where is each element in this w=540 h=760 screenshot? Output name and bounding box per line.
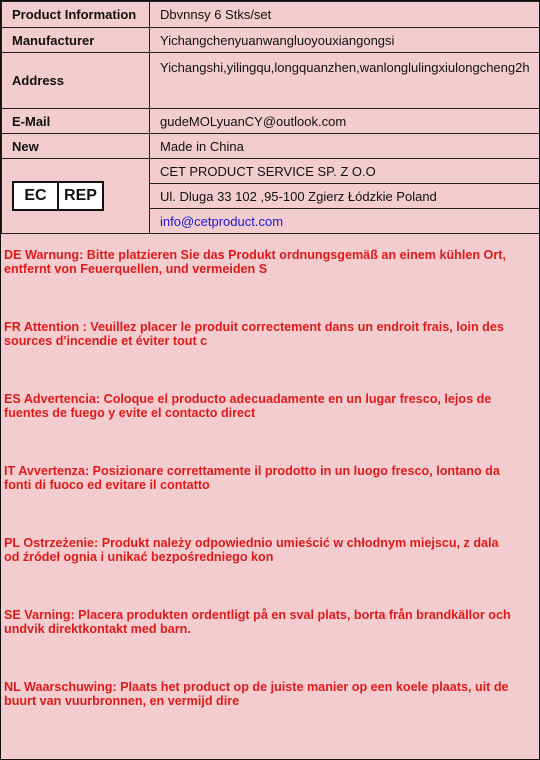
ec-rep-company-name: CET PRODUCT SERVICE SP. Z O.O: [150, 159, 540, 184]
warning-de-line-1: DE Warnung: Bitte platzieren Sie das Produkt ordnungsgemäß an einem kühlen Ort,: [4, 248, 506, 262]
warning-nl-line-1: NL Waarschuwing: Plaats het product op de juiste manier op een koele plaats, uit de: [4, 680, 509, 694]
ec-rep-logo-cell: [2, 159, 150, 234]
product-information-label: Product Information: [2, 2, 150, 28]
manufacturer-value: Yichangchenyuanwangluoyouxiangongsi: [150, 28, 540, 53]
warning-it-line-1: IT Avvertenza: Posizionare correttamente il prodotto in un luogo fresco, lontano da: [4, 464, 500, 478]
warning-fr-line-2: sources d'incendie et éviter tout c: [4, 333, 208, 348]
product-info-table: [1, 1, 540, 234]
email-label: E-Mail: [2, 109, 150, 134]
warning-de-line-2: entfernt von Feuerquellen, und vermeiden S: [4, 261, 268, 276]
warning-it-line-2: fonti di fuoco ed evitare il contatto: [4, 477, 210, 492]
warning-se-line-1: SE Varning: Placera produkten ordentligt på en sval plats, borta från brandkällor och: [4, 608, 511, 622]
ec-rep-address: Ul. Dluga 33 102 ,95-100 Zgierz Łódzkie Poland: [150, 184, 540, 209]
warning-fr-line-1: FR Attention : Veuillez placer le produit correctement dans un endroit frais, loin des: [4, 320, 504, 334]
warning-fr: [4, 321, 536, 348]
new-value: Made in China: [150, 134, 540, 159]
product-information-value: Dbvnnsy 6 Stks/set: [150, 2, 540, 28]
warning-se-line-2: undvik direktkontakt med barn.: [4, 621, 191, 636]
row-manufacturer: [2, 28, 540, 53]
warning-es-line-1: ES Advertencia: Coloque el producto adecuadamente en un lugar fresco, lejos de: [4, 392, 492, 406]
warning-nl: [4, 681, 536, 708]
warning-se: [4, 609, 536, 636]
ec-rep-logo-rep: REP: [57, 183, 102, 209]
warning-it: [4, 465, 536, 492]
warning-pl-line-2: od źródeł ognia i unikać bezpośredniego kon: [4, 549, 274, 564]
ec-rep-icon: [12, 181, 104, 211]
ec-rep-logo-ec: EC: [24, 187, 47, 204]
warning-pl-line-1: PL Ostrzeżenie: Produkt należy odpowiednio umieścić w chłodnym miejscu, z dala: [4, 536, 499, 550]
warning-nl-line-2: buurt van vuurbronnen, en vermijd dire: [4, 693, 240, 708]
row-new: [2, 134, 540, 159]
address-label: Address: [2, 53, 150, 109]
warning-de: [4, 249, 536, 276]
row-email: [2, 109, 540, 134]
warning-es: [4, 393, 536, 420]
warning-es-line-2: fuentes de fuego y evite el contacto direct: [4, 405, 256, 420]
manufacturer-label: Manufacturer: [2, 28, 150, 53]
row-address: [2, 53, 540, 109]
ec-rep-email-link[interactable]: info@cetproduct.com: [160, 213, 284, 229]
email-value: gudeMOLyuanCY@outlook.com: [150, 109, 540, 134]
address-value: Yichangshi,yilingqu,longquanzhen,wanlonglulingxiulongcheng2h: [150, 53, 540, 109]
new-label: New: [2, 134, 150, 159]
row-ec-rep-company: [2, 159, 540, 184]
row-product-information: [2, 2, 540, 28]
warning-pl: [4, 537, 536, 564]
ec-rep-email-cell: [150, 209, 540, 234]
